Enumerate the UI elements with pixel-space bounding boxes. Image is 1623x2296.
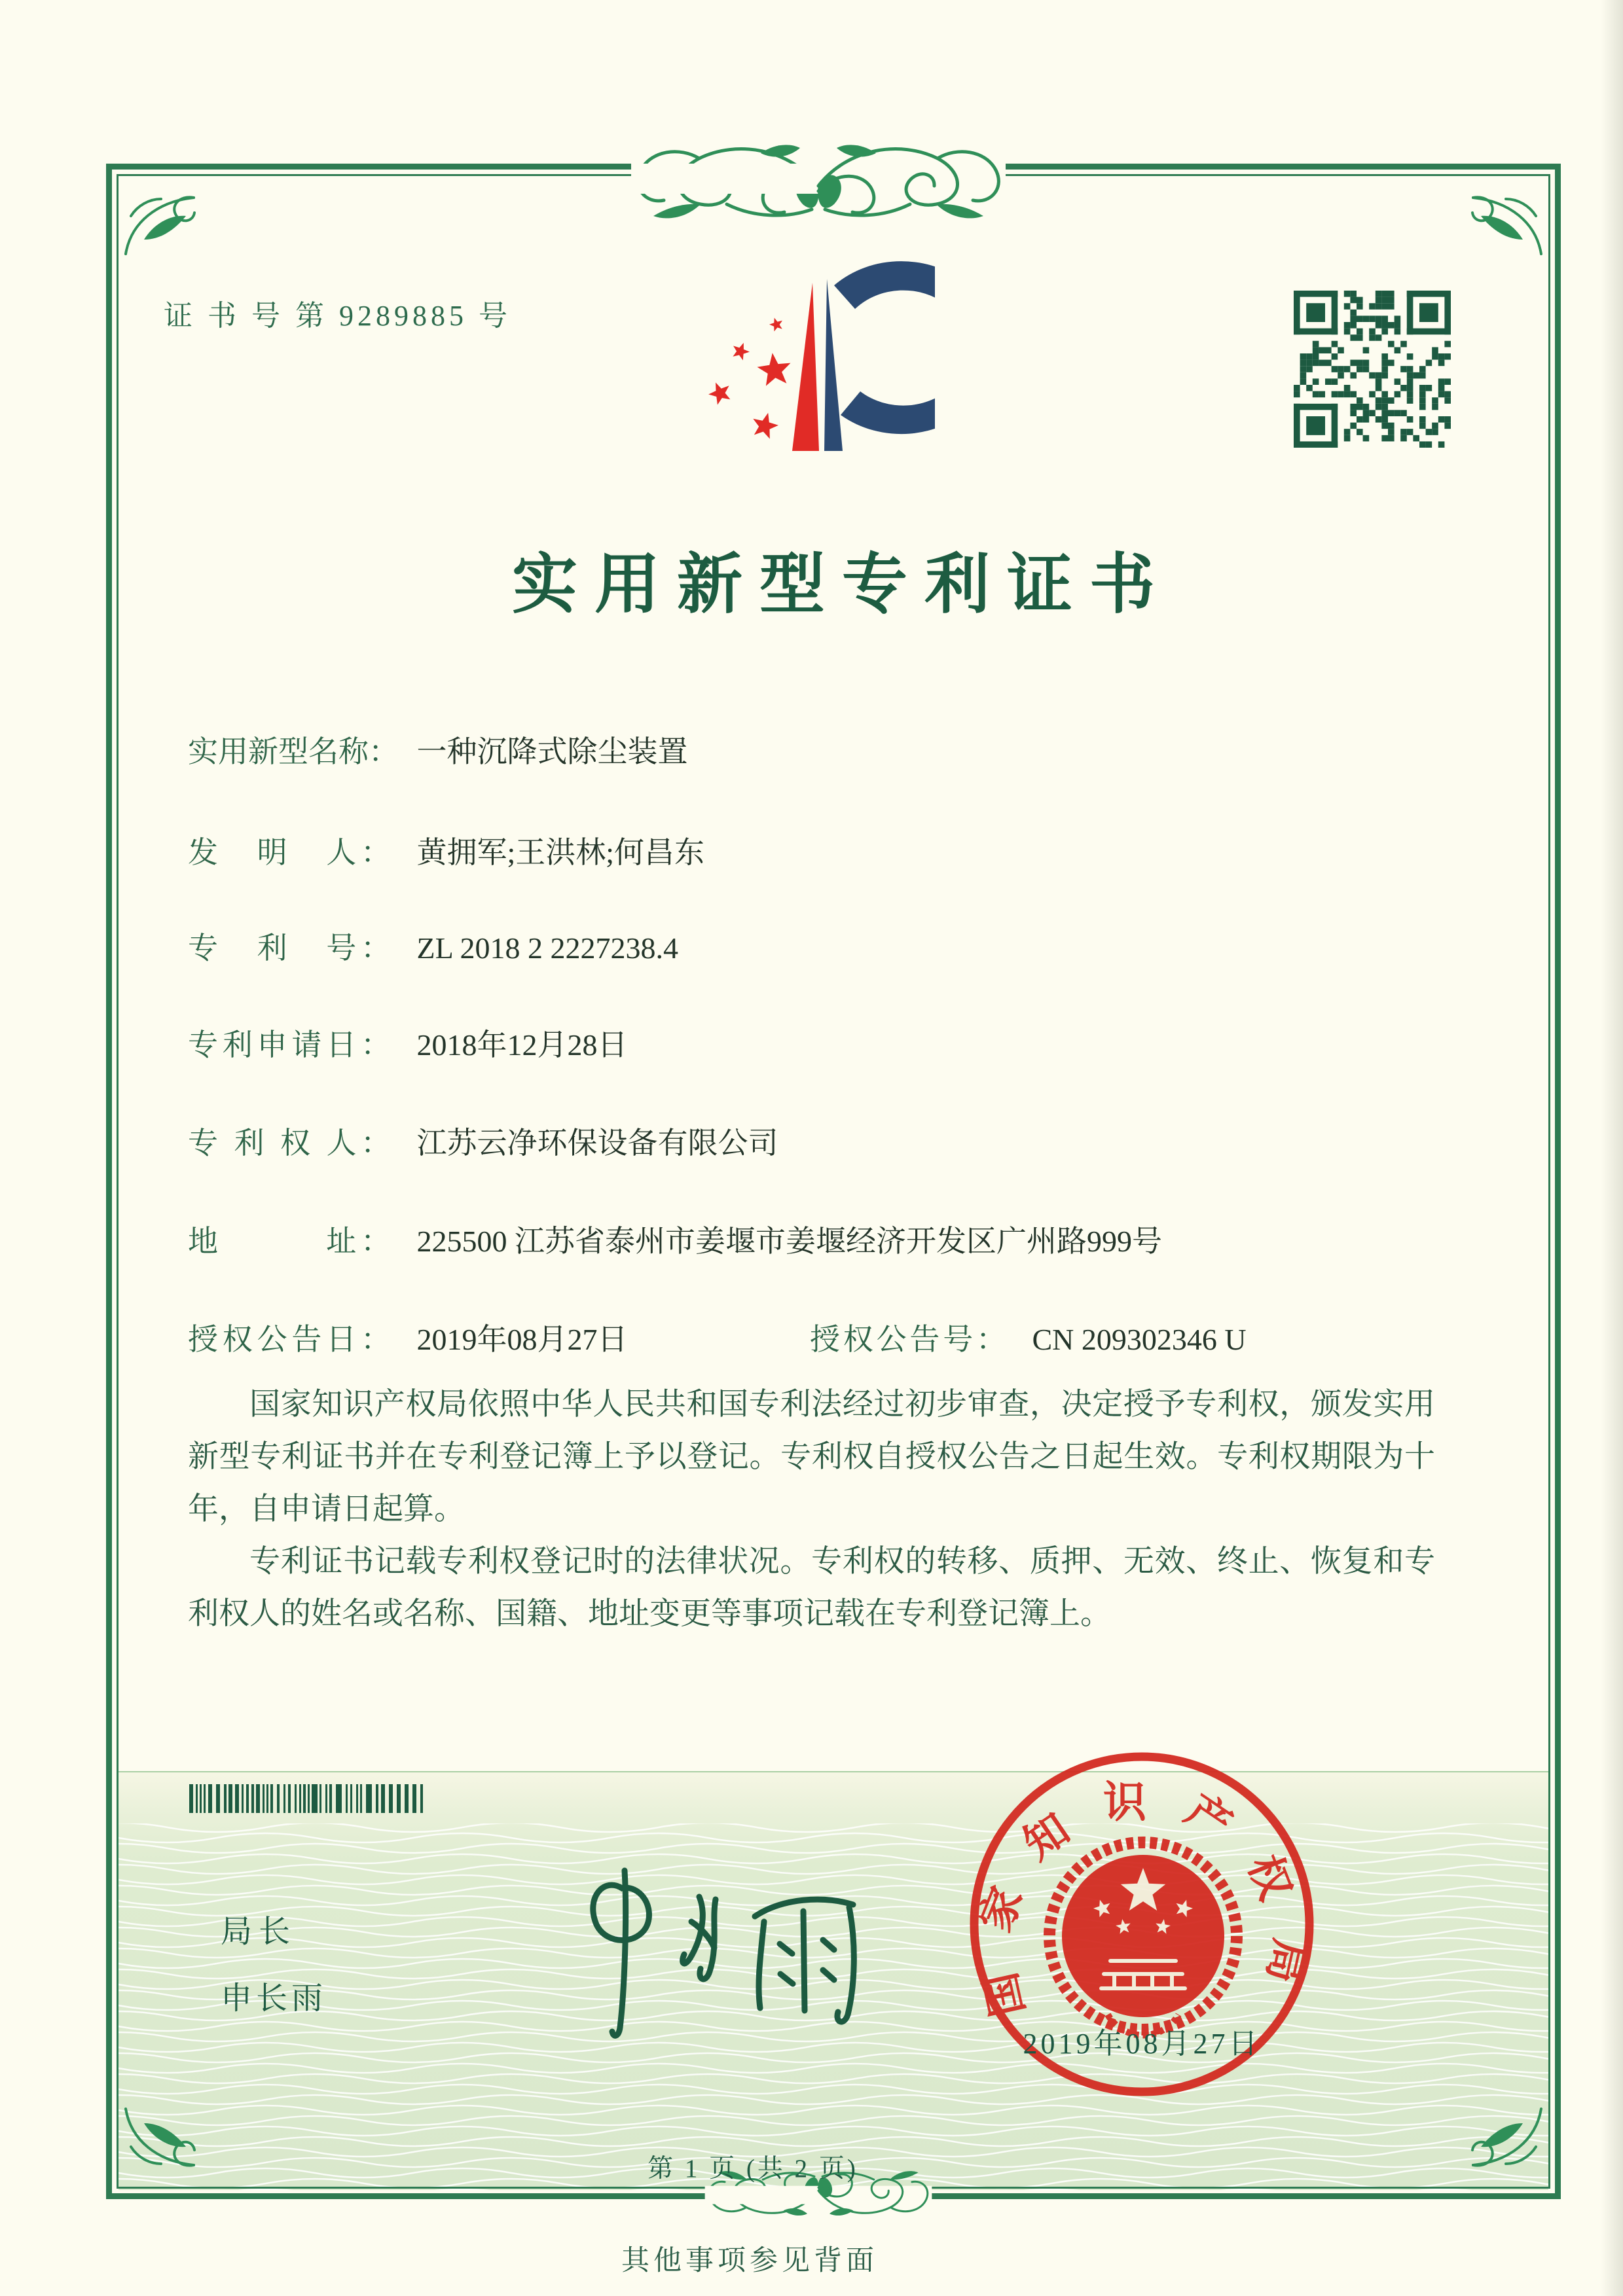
field-label: 发 明 人： xyxy=(188,836,391,869)
national-emblem xyxy=(1049,1842,1237,2036)
field-label: 实用新型名称： xyxy=(188,735,399,768)
field-row xyxy=(188,1021,628,1064)
director-signature xyxy=(560,1859,900,2062)
field-value: ZL 2018 2 2227238.4 xyxy=(416,931,678,965)
field-row xyxy=(188,1217,1162,1261)
legal-paragraph-1: 国家知识产权局依照中华人民共和国专利法经过初步审查，决定授予专利权，颁发实用新型专利证书并在专利登记簿上予以登记。专利权自授权公告之日起生效。专利权期限为十年，自申请日起算。 xyxy=(188,1388,1435,1526)
field-label: 专利申请日： xyxy=(188,1028,391,1062)
grant-no-group xyxy=(810,1316,1247,1359)
field-value: 江苏云净环保设备有限公司 xyxy=(416,1126,778,1160)
grant-date-value: 2019年08月27日 xyxy=(416,1323,628,1356)
logo-stars xyxy=(708,318,790,439)
logo-red-spike xyxy=(792,283,819,451)
border-ornament-corner-tr xyxy=(1461,177,1546,262)
field-value: 黄拥军;王洪林;何昌东 xyxy=(416,836,705,869)
legal-paragraph-2: 专利证书记载专利权登记时的法律状况。专利权的转移、质押、无效、终止、恢复和专利权人的姓名或名称、国籍、地址变更等事项记载在专利登记簿上。 xyxy=(188,1545,1435,1631)
field-value: 2018年12月28日 xyxy=(416,1028,628,1062)
field-label: 地 址： xyxy=(188,1225,391,1258)
logo-blue-bowl xyxy=(834,261,935,434)
legal-text xyxy=(188,1378,1435,1640)
field-value: 一种沉降式除尘装置 xyxy=(416,735,688,768)
field-row xyxy=(188,829,704,872)
grant-no-label: 授权公告号： xyxy=(810,1323,1006,1356)
grant-no-value: CN 209302346 U xyxy=(1032,1323,1247,1356)
border-ornament-top xyxy=(589,126,1048,241)
field-label: 专 利 权 人： xyxy=(188,1126,391,1160)
grant-row xyxy=(188,1316,1247,1359)
seal-date: 2019年08月27日 xyxy=(1023,2028,1261,2060)
director-name: 申长雨 xyxy=(221,1981,327,2016)
certificate-number: 证 书 号 第 9289885 号 xyxy=(164,300,511,332)
field-row xyxy=(188,1119,778,1162)
barcode xyxy=(188,1784,429,1813)
field-label: 专 利 号： xyxy=(188,931,391,965)
field-value: 225500 江苏省泰州市姜堰市姜堰经济开发区广州路999号 xyxy=(416,1225,1162,1258)
logo-blue-stem xyxy=(824,279,843,451)
official-seal xyxy=(945,1728,1338,2121)
footer-note: 其他事项参见背面 xyxy=(621,2246,878,2276)
page-number: 第 1 页 (共 2 页) xyxy=(647,2155,858,2183)
seal-ring-text: 国家知识产权局 xyxy=(970,1779,1314,2021)
border-ornament-corner-tl xyxy=(120,177,206,262)
certificate-title: 实用新型专利证书 xyxy=(512,548,1172,621)
border-ornament-corner-br xyxy=(1461,2101,1546,2186)
director-title: 局长 xyxy=(221,1914,297,1949)
qr-code xyxy=(1294,291,1451,448)
field-row xyxy=(188,728,688,771)
scan-edge-shadow xyxy=(1601,0,1623,2296)
border-ornament-corner-bl xyxy=(120,2101,206,2186)
field-row xyxy=(188,924,678,967)
grant-date-label: 授权公告日： xyxy=(188,1323,391,1356)
cnipa-logo xyxy=(699,245,935,461)
